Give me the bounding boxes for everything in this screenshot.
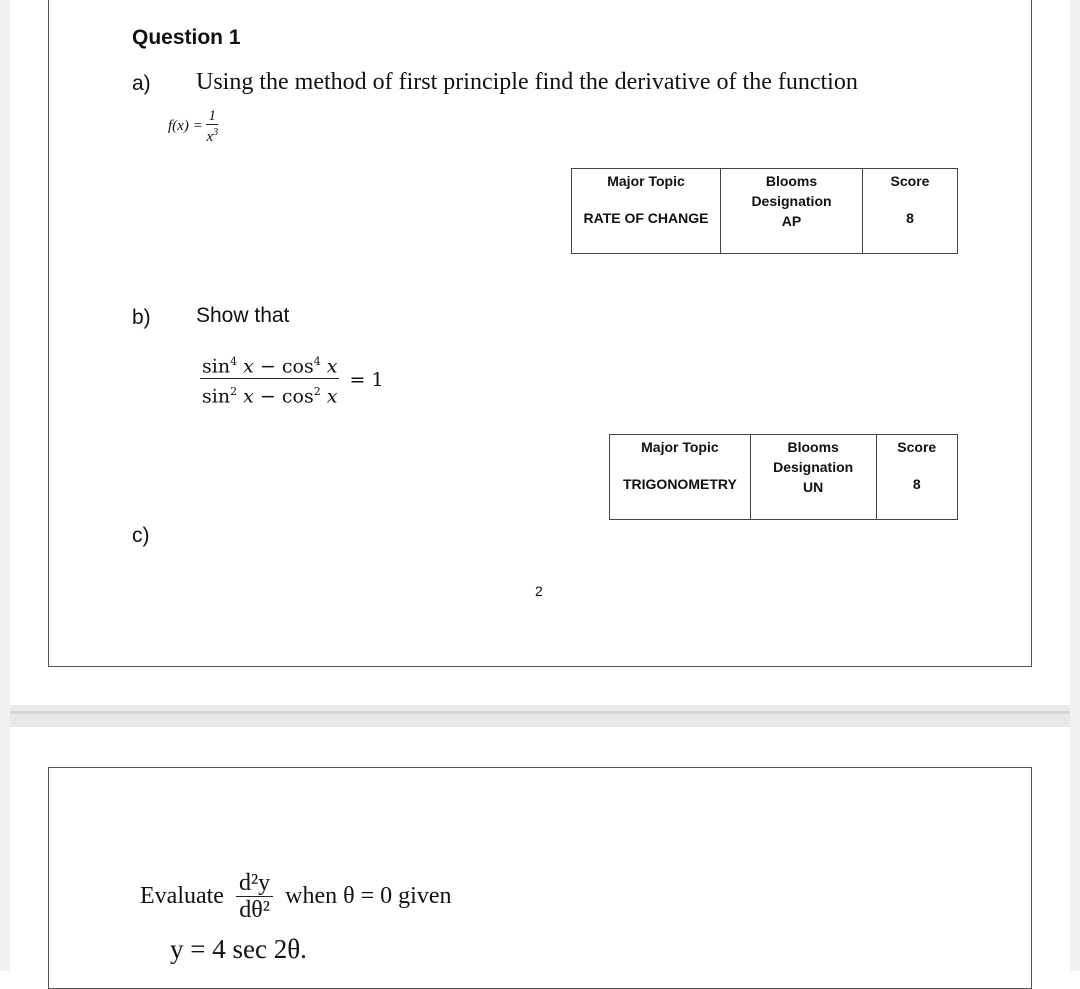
header-major-topic-b: Major Topic [641, 439, 719, 455]
question-heading: Question 1 [132, 26, 241, 49]
score-value: 8 [906, 210, 914, 226]
function-fraction [206, 108, 218, 145]
part-a-label: a) [132, 72, 151, 95]
identity-fraction [200, 350, 339, 410]
page-separator-line [0, 711, 1080, 714]
part-b-text: Show that [196, 304, 290, 327]
cell-score [863, 169, 958, 254]
header-score-b: Score [897, 439, 937, 455]
designation-value-b: UN [803, 479, 824, 495]
given-equation: y = 4 sec 2θ. [170, 934, 307, 964]
derivative-fraction [236, 870, 273, 923]
identity-denominator: $\sin^2 x - \cos^2 x$ [202, 385, 338, 408]
header-blooms-b-line1: Blooms [787, 439, 839, 455]
right-margin [1070, 0, 1080, 971]
identity-expression [200, 350, 384, 410]
cell-blooms [721, 169, 863, 254]
part-a-text: Using the method of first principle find the derivative of the function [196, 69, 858, 95]
part-a-meta-table [571, 168, 958, 254]
derivative-denominator: dθ² [239, 897, 270, 923]
cell-score-b [876, 435, 957, 520]
when-text: when θ = 0 given [285, 883, 452, 909]
cell-major-topic [572, 169, 721, 254]
page-frame-top [48, 0, 1032, 667]
page-separator [0, 705, 1080, 727]
evaluate-word: Evaluate [140, 883, 224, 909]
page-number: 2 [535, 583, 543, 599]
part-c-label: c) [132, 524, 150, 547]
cell-blooms-b [750, 435, 876, 520]
header-major-topic: Major Topic [607, 173, 685, 189]
function-expression [168, 108, 218, 145]
function-denominator: $x^3$ [206, 127, 219, 145]
header-blooms-line2: Designation [751, 193, 832, 209]
identity-numerator: $\sin^4 x - \cos^4 x$ [200, 350, 339, 379]
part-b-meta-table [609, 434, 958, 520]
header-blooms-b-line2: Designation [773, 459, 854, 475]
topic-value: RATE OF CHANGE [583, 210, 709, 226]
cell-major-topic-b [610, 435, 751, 520]
derivative-numerator: d²y [236, 870, 273, 897]
designation-value: AP [781, 213, 802, 229]
function-lhs: f(x) = [168, 117, 203, 134]
identity-rhs: = 1 [349, 368, 384, 391]
topic-value-b: TRIGONOMETRY [622, 476, 737, 492]
part-b-label: b) [132, 306, 151, 329]
score-value-b: 8 [912, 476, 921, 492]
function-numerator: 1 [206, 108, 218, 125]
left-margin [0, 0, 10, 971]
header-blooms-line1: Blooms [765, 173, 818, 189]
header-score: Score [890, 173, 930, 189]
evaluate-expression [140, 870, 452, 923]
